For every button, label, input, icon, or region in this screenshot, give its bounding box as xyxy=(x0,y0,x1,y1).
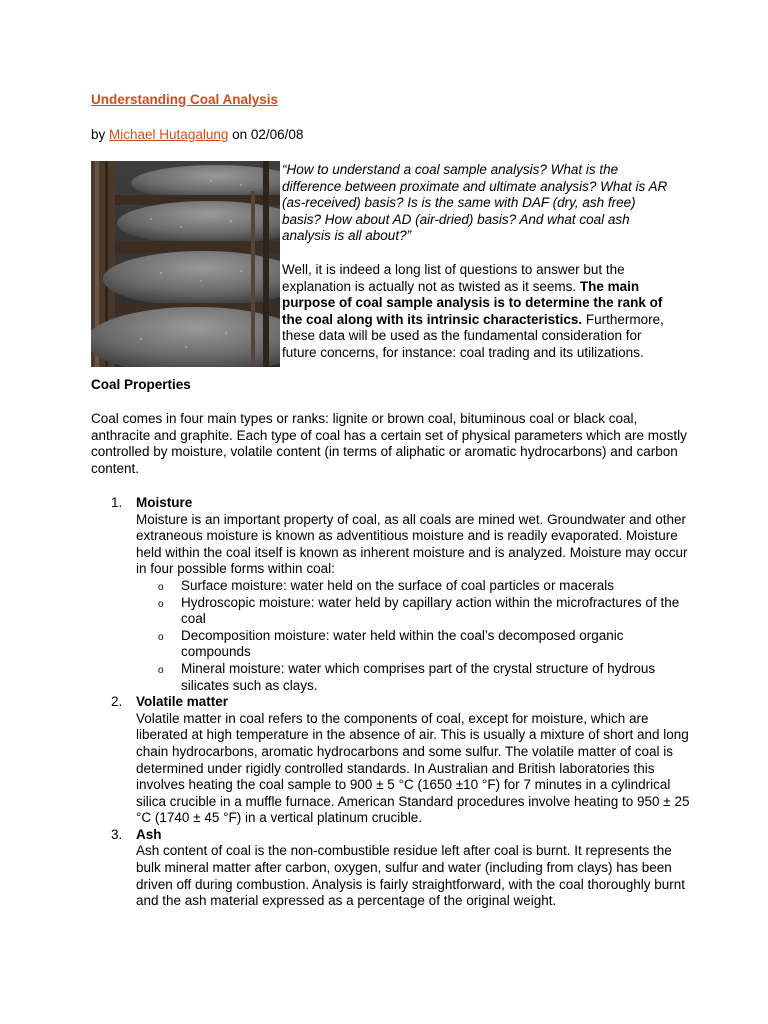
coal-wagons-photo xyxy=(91,161,280,367)
list-item-number: 2. xyxy=(111,694,123,710)
list-item xyxy=(136,628,691,661)
bullet-icon: o xyxy=(158,664,164,676)
section-heading: Coal Properties xyxy=(91,377,191,392)
article-title[interactable]: Understanding Coal Analysis xyxy=(91,92,279,107)
coal-wagons-illustration xyxy=(91,161,280,367)
list-item-number: 1. xyxy=(111,495,123,510)
intro-text-bold: The main purpose of coal sample analysis is to determine the rank of the coal along with its intrinsic characteristics. xyxy=(282,278,663,327)
list-item xyxy=(136,595,691,628)
intro-text-end: Furthermore, these data will be used as the fundamental consideration for future concerns, for instance: coal trading and its utilizations. xyxy=(282,311,664,360)
section-paragraph: Coal comes in four main types or ranks: lignite or brown coal, bituminous coal or black coal, anthracite and graphite. Each type of coal has a certain set of physical parameters which are mostly controlled by moisture, volatile content (in terms of aliphatic or aromatic hydrocarbons) and carbon content. xyxy=(91,411,687,476)
byline-prefix: by xyxy=(91,127,106,142)
intro-text-start: Well, it is indeed a long list of questions to answer but the explanation is actually not as twisted as it seems. xyxy=(282,261,625,294)
bullet-text: Surface moisture: water held on the surface of coal particles or macerals xyxy=(181,577,614,593)
list-item-moisture xyxy=(91,495,691,694)
list-item-number: 3. xyxy=(111,826,123,842)
list-item-title: Moisture xyxy=(136,495,193,510)
list-item xyxy=(136,578,691,595)
intro-paragraph xyxy=(282,262,674,362)
intro-quote: “How to understand a coal sample analysis? What is the difference between proximate and ultimate analysis? What is AR (as-received) basis? Is is the same with DAF (dry, ash free) basis? How about AD (air-dried) basis? And what coal ash analysis is all about?” xyxy=(282,162,668,244)
list-item-body: Ash content of coal is the non-combustible residue left after coal is burnt. It represents the bulk mineral matter after carbon, oxygen, sulfur and water (including from clays) has been driven off during combustion. Analysis is fairly straightforward, with the coal thoroughly burnt and the ash material expressed as a percentage of the original weight. xyxy=(136,843,686,909)
list-item-title: Volatile matter xyxy=(136,694,229,710)
bullet-icon: o xyxy=(158,581,164,593)
bullet-icon: o xyxy=(158,631,164,643)
bullet-text: Hydroscopic moisture: water held by capillary action within the microfractures of the coal xyxy=(181,594,680,627)
list-item-body: Volatile matter in coal refers to the components of coal, except for moisture, which are liberated at high temperature in the absence of air. This is usually a mixture of short and long chain hydrocarbons, aromatic hydrocarbons and some sulfur. The volatile matter of coal is determined under rigidly controlled standards. In Australian and British laboratories this involves heating the coal sample to 900 ± 5 °C (1650 ±10 °F) for 7 minutes in a cylindrical silica crucible in a muffle furnace. American Standard procedures involve heating to 950 ± 25 °C (1740 ± 45 °F) in a vertical platinum crucible. xyxy=(136,710,690,826)
list-item-volatile-matter xyxy=(91,694,691,827)
list-item-title: Ash xyxy=(136,826,162,842)
byline-date: on 02/06/08 xyxy=(232,127,304,142)
list-item xyxy=(136,661,691,694)
list-item-body: Moisture is an important property of coal, as all coals are mined wet. Groundwater and other extraneous moisture is known as adventitious moisture and is readily evaporated. Moisture held within the coal itself is known as inherent moisture and is analyzed. Moisture may occur in four possible forms within coal: xyxy=(136,511,688,577)
bullet-text: Mineral moisture: water which comprises part of the crystal structure of hydrous silicates such as clays. xyxy=(181,660,656,693)
list-item-ash xyxy=(91,827,691,910)
bullet-text: Decomposition moisture: water held within the coal’s decomposed organic compounds xyxy=(181,627,624,660)
intro-block xyxy=(282,162,674,362)
author-link[interactable]: Michael Hutagalung xyxy=(109,127,229,142)
properties-list xyxy=(91,495,691,910)
bullet-icon: o xyxy=(158,598,164,610)
byline xyxy=(91,127,303,142)
